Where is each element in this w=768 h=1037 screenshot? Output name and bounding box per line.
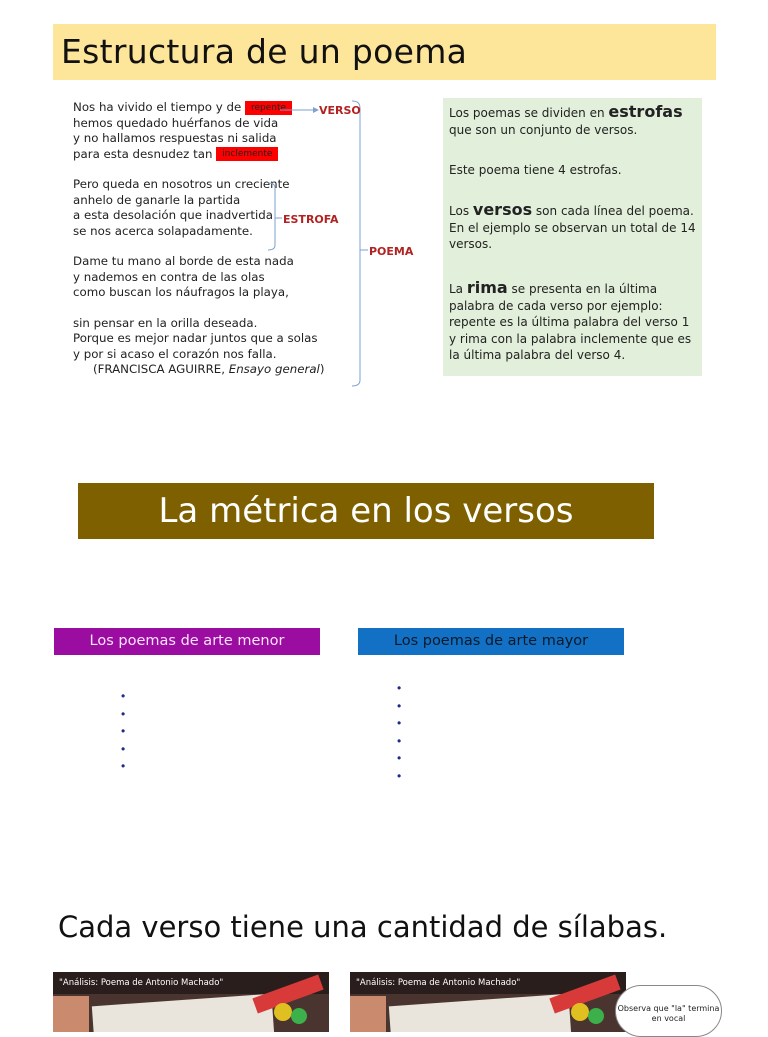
- verse-line: Porque es mejor nadar juntos que a solas: [73, 331, 318, 345]
- label-estrofa: ESTROFA: [283, 213, 339, 226]
- poema-bracket: [352, 101, 360, 386]
- info-rima: La rima se presenta en la última palabra de cada verso por ejemplo: repente es la última palabra del verso 1 y rima con la palabra inclemente que es la última palabra del verso 4.: [449, 278, 692, 362]
- bullet-item: •: [397, 681, 402, 695]
- section-title: La métrica en los versos: [158, 491, 574, 531]
- label-verso: VERSO: [319, 104, 361, 117]
- tag-arte-mayor: Los poemas de arte mayor: [358, 628, 624, 655]
- verse-line: anhelo de ganarle la partida: [73, 192, 241, 207]
- bullet-item: •: [397, 751, 402, 765]
- rhyme-highlight: inclemente: [216, 147, 278, 161]
- verse-line: a esta desolación que inadvertida: [73, 208, 273, 222]
- verse-line: hemos quedado huérfanos de vida: [73, 115, 279, 130]
- bullet-item: •: [397, 733, 402, 748]
- bullet-list-menor: [121, 688, 125, 776]
- verse-line: sin pensar en la orilla deseada.: [73, 315, 258, 330]
- verse-line: para esta desnudez tan inclemente: [73, 147, 343, 163]
- tag-arte-menor: Los poemas de arte menor: [54, 628, 320, 655]
- thought-cloud: [615, 985, 722, 1037]
- thumbnail-caption: "Análisis: Poema de Antonio Machado": [356, 978, 521, 988]
- info-versos: Los versos son cada línea del poema. En el ejemplo se observan un total de 14 versos.: [449, 200, 696, 251]
- cloud-text: Observa que "la" termina en vocal: [617, 1004, 720, 1023]
- bullet-item: •: [397, 716, 402, 730]
- section-banner: [78, 483, 654, 539]
- video-thumbnail[interactable]: [53, 972, 329, 1032]
- bullet-item: •: [397, 768, 402, 783]
- verse-line: y nademos en contra de las olas: [73, 269, 265, 284]
- verse-line: y por si acaso el corazón nos falla.: [73, 346, 277, 361]
- info-estrofas: Los poemas se dividen en estrofas que son un conjunto de versos.: [449, 102, 683, 137]
- verse-line: Dame tu mano al borde de esta nada: [73, 254, 294, 268]
- page-title: Estructura de un poema: [61, 32, 468, 71]
- rhyme-highlight: repente: [245, 101, 292, 115]
- info-box: [443, 98, 702, 376]
- estrofa-bracket: [268, 183, 275, 250]
- label-poema: POEMA: [369, 245, 414, 258]
- bullet-item: •: [121, 724, 126, 738]
- bullet-item: •: [397, 698, 402, 713]
- bullet-item: •: [121, 741, 126, 756]
- bullet-item: •: [121, 759, 126, 773]
- thumbnail-caption: "Análisis: Poema de Antonio Machado": [59, 978, 224, 988]
- verse-line: como buscan los náufragos la playa,: [73, 285, 289, 299]
- info-count: Este poema tiene 4 estrofas.: [449, 163, 622, 177]
- syllables-heading: Cada verso tiene una cantidad de sílabas.: [58, 910, 668, 944]
- bullet-list-mayor: [397, 680, 401, 785]
- verse-line: Nos ha vivido el tiempo y de repente: [73, 100, 343, 116]
- bullet-item: •: [121, 689, 126, 703]
- verse-line: Pero queda en nosotros un creciente: [73, 177, 290, 191]
- verse-line: y no hallamos respuestas ni salida: [73, 131, 277, 145]
- poem-author: (FRANCISCA AGUIRRE, Ensayo general): [93, 362, 325, 376]
- verse-line: se nos acerca solapadamente.: [73, 223, 253, 238]
- video-thumbnail[interactable]: [350, 972, 626, 1032]
- bullet-item: •: [121, 706, 126, 721]
